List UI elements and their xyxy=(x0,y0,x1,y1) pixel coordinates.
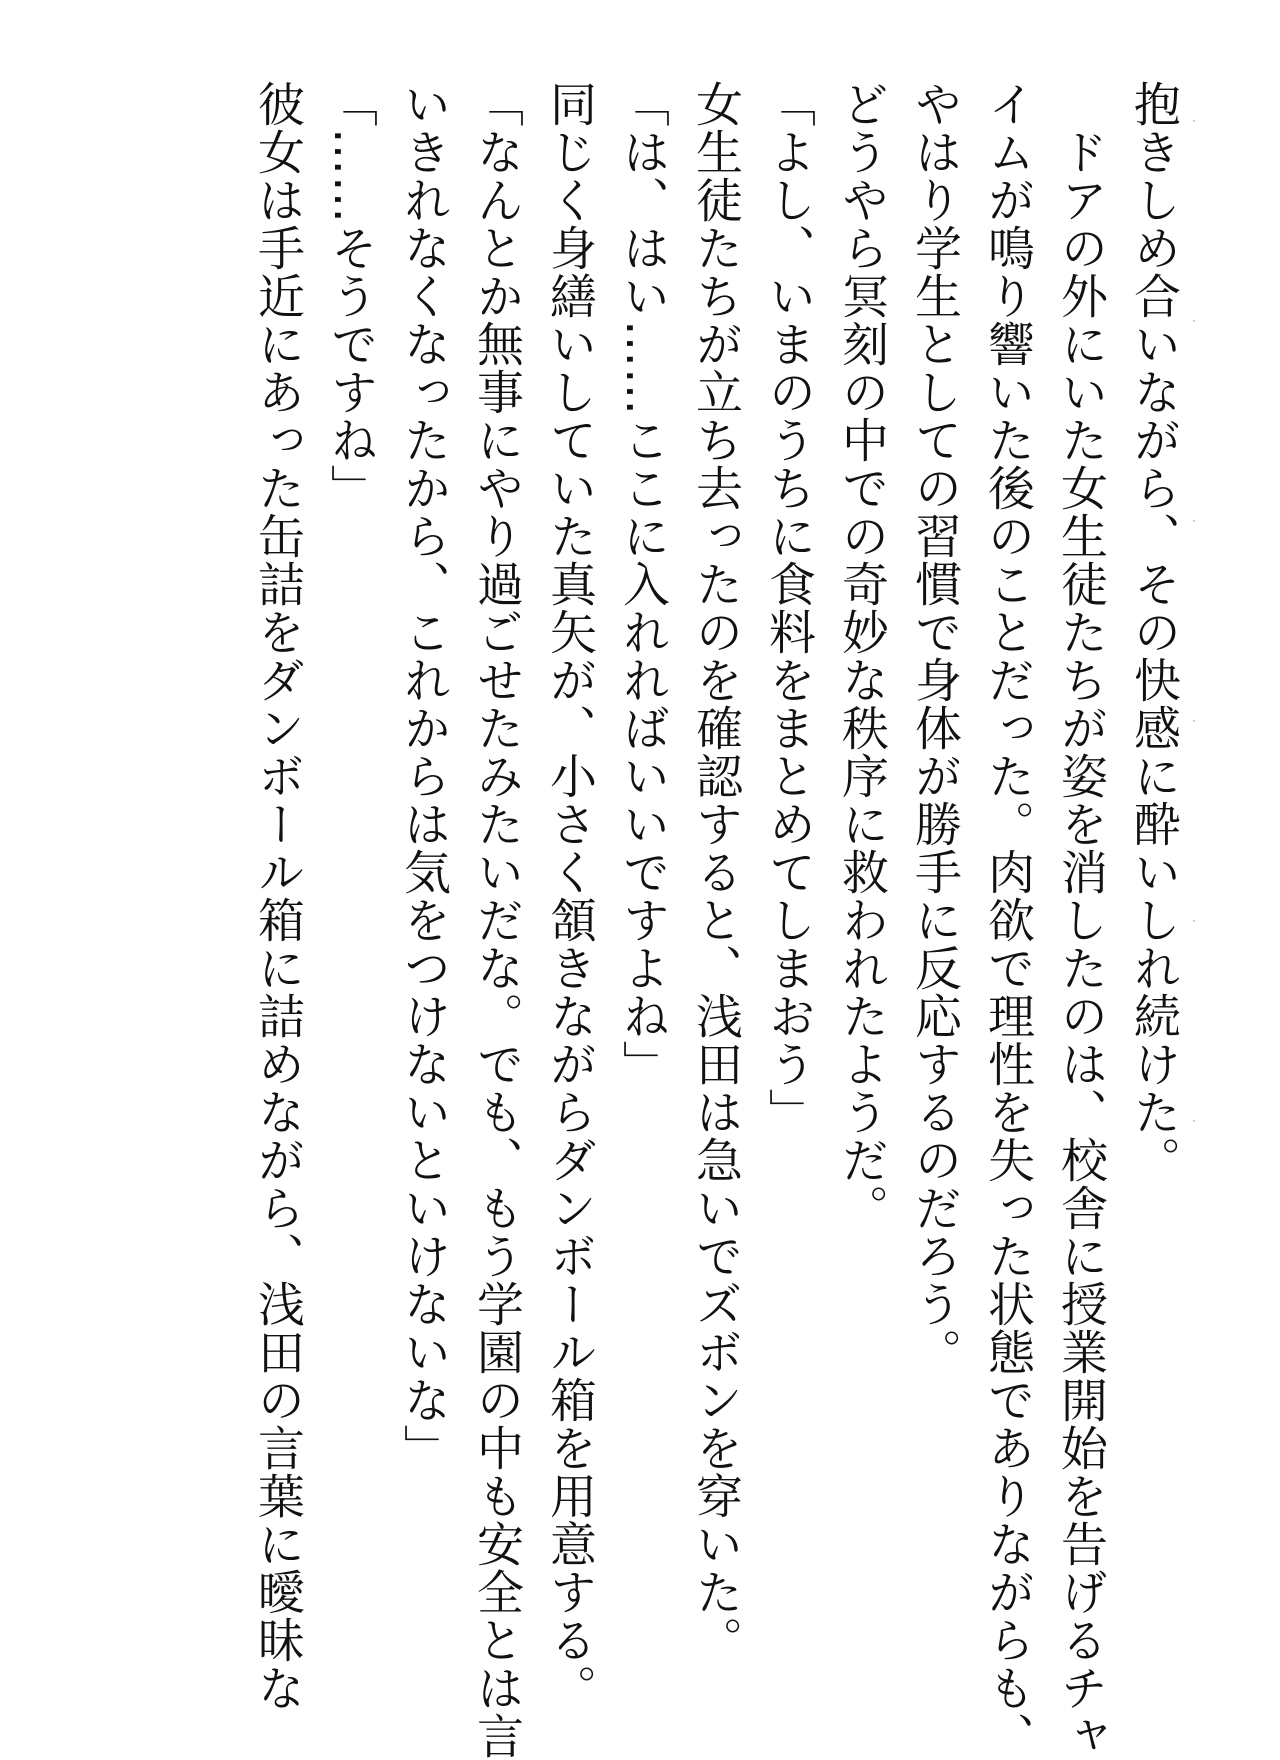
text-line: やはり学生としての習慣で身体が勝手に反応するのだろう。 xyxy=(907,80,962,1376)
vertical-text-block xyxy=(236,80,1185,1760)
text-line: 彼女は手近にあった缶詰をダンボール箱に詰めながら、浅田の言葉に曖昧な xyxy=(250,80,305,1712)
text-line: イムが鳴り響いた後のことだった。肉欲で理性を失った状態でありながらも、 xyxy=(980,80,1035,1760)
text-line: ドアの外にいた女生徒たちが姿を消したのは、校舎に授業開始を告げるチャ xyxy=(1053,80,1108,1760)
text-line: 女生徒たちが立ち去ったのを確認すると、浅田は急いでズボンを穿いた。 xyxy=(688,80,743,1664)
text-line: 「なんとか無事にやり過ごせたみたいだな。でも、もう学園の中も安全とは言 xyxy=(469,80,524,1760)
page-gutter-marks xyxy=(1193,120,1197,1260)
text-line: いきれなくなったから、これからは気をつけないといけないな」 xyxy=(396,80,451,1472)
text-line: 同じく身繕いしていた真矢が、小さく頷きながらダンボール箱を用意する。 xyxy=(542,80,597,1712)
text-line: 「よし、いまのうちに食料をまとめてしまおう」 xyxy=(761,80,816,1136)
text-line: どうやら冥刻の中での奇妙な秩序に救われたようだ。 xyxy=(834,80,889,1232)
text-line: 「は、はい……ここに入れればいいですよね」 xyxy=(615,80,670,1088)
text-line: 抱きしめ合いながら、その快感に酔いしれ続けた。 xyxy=(1126,80,1181,1184)
text-line: 「……そうですね」 xyxy=(323,80,378,512)
